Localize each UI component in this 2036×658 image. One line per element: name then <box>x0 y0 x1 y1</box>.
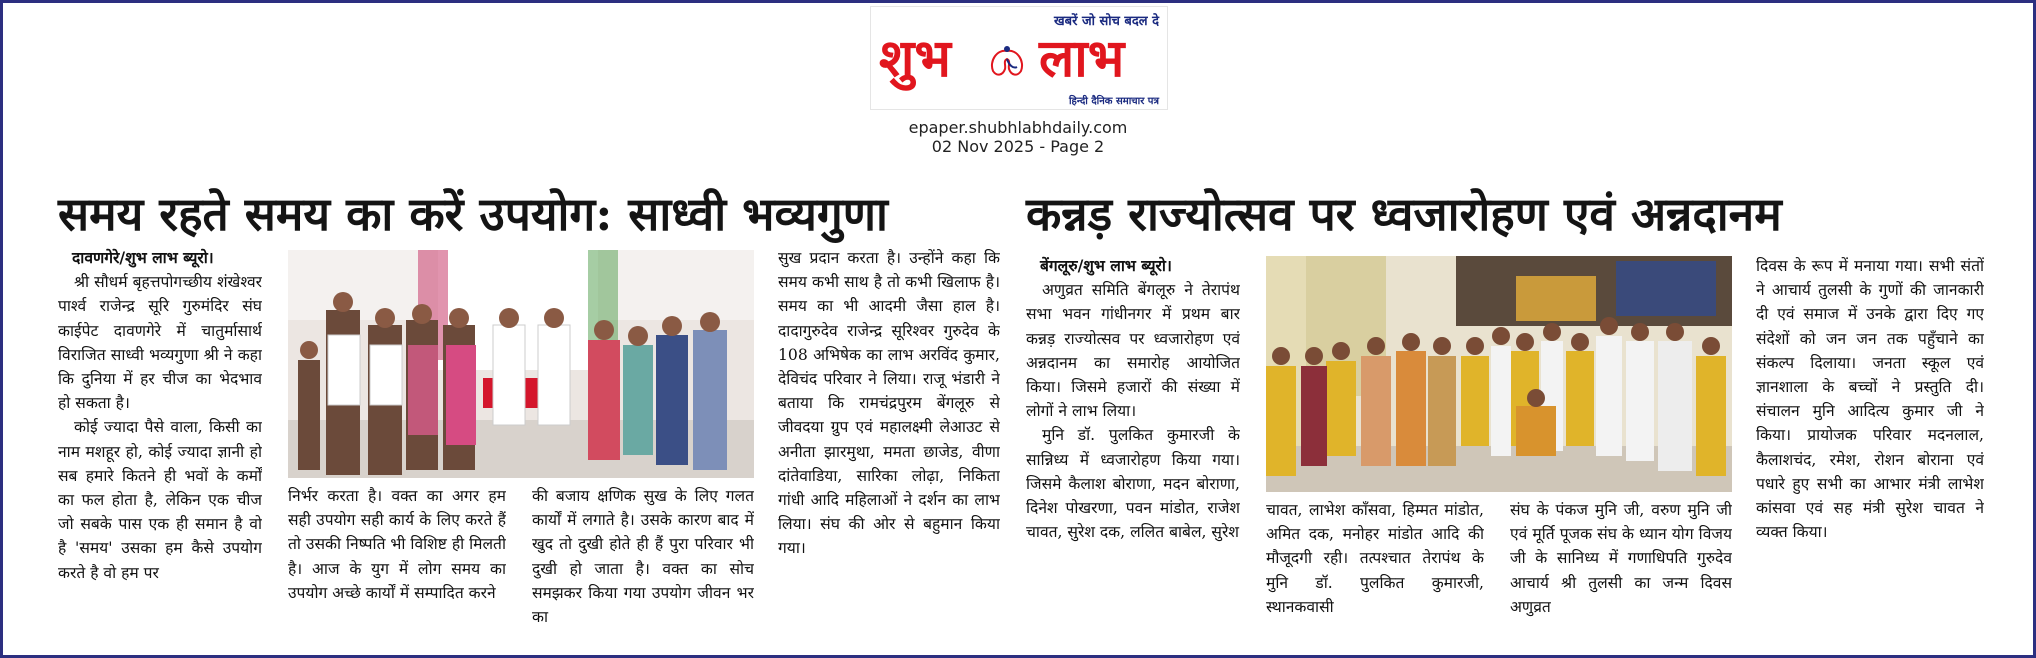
masthead-logo <box>870 6 1168 110</box>
article2-column-4 <box>1756 254 1984 644</box>
article2-column-1 <box>1026 254 1240 644</box>
article1-column-3 <box>532 484 754 644</box>
article1-headline: समय रहते समय का करें उपयोग: साध्वी भव्यगुणा <box>58 187 888 241</box>
article2-headline: कन्नड़ राज्योत्सव पर ध्वजारोहण एवं अन्नदानम <box>1026 187 1782 241</box>
article2-column-3 <box>1510 498 1732 644</box>
logo-word-shubh: शुभ <box>879 29 951 89</box>
article2-photo <box>1266 256 1732 492</box>
article2-paragraph: दिवस के रूप में मनाया गया। सभी संतों ने आचार्य तुलसी के गुणों की जानकारी दी एवं समाज में उनके द्वारा दिए गए संदेशों को जन जन तक पहुँचाने का संकल्प दिलाया। जनता स्कूल एवं ज्ञानशाला के बच्चों ने प्रस्तुति दी। संचालन मुनि आदित्य कुमार जी ने किया। प्रायोजक परिवार मदनलाल, कैलाशचंद, रमेश, रोशन बोराना एवं पधारे हुए सभी का आभार मंत्री लाभेश कांसवा एवं सह मंत्री सुरेश चावत ने व्यक्त किया। <box>1756 257 1984 542</box>
article2-column-2 <box>1266 498 1484 644</box>
article2-paragraph: मुनि डॉ. पुलकित कुमारजी के सान्निध्य में ध्वजारोहण किया गया। जिसमे कैलाश बोराणा, मदन बोराणा, दिनेश पोखरणा, पवन मांडोत, राजेश चावत, सुरेश दक, ललित बाबेल, सुरेश <box>1026 426 1240 542</box>
article2-paragraph: संघ के पंकज मुनि जी, वरुण मुनि जी एवं मूर्ति पूजक संघ के ध्यान योग विजय जी के सानिध्य में गणाधिपति गुरुदेव आचार्य श्री तुलसी का जन्म दिवस अणुव्रत <box>1510 501 1732 616</box>
article1-column-2 <box>288 484 506 644</box>
article2-paragraph: चावत, लाभेश काँसवा, हिम्मत मांडोत, अमित दक, मनोहर मांडोत आदि की मौजूदगी रही। तत्पश्चात तेरापंथ के मुनि डॉ. पुलकित कुमारजी, स्थानकवासी <box>1266 501 1484 616</box>
article1-column-4 <box>778 246 1000 644</box>
article1-paragraph: निर्भर करता है। वक्त का अगर हम सही उपयोग सही कार्य के लिए करते हैं तो उसकी निष्पति भी विशिष्ट ही मिलती है। आज के युग में लोग समय का उपयोग अच्छे कार्यों में सम्पादित करने <box>288 487 506 602</box>
article1-paragraph: श्री सौधर्म बृहत्तपोगच्छीय शंखेश्वर पार्श्व राजेन्द्र सूरि गुरुमंदिर संघ काईपेट दावणगेरे में चातुर्मासार्थ विराजित साध्वी भव्यगुणा श्री ने कहा कि दुनिया में हर चीज का भेदभाव हो सकता है। <box>58 273 262 413</box>
article1-paragraph: सुख प्रदान करता है। उन्होंने कहा कि समय कभी साथ है तो कभी खिलाफ है। समय का भी आदमी जैसा हाल है। दादागुरुदेव राजेन्द्र सूरिश्वर गुरुदेव के 108 अभिषेक का लाभ अरविंद कुमार, देविचंद परिवार ने लिया। राजू भंडारी ने बताया कि रामचंद्रपुरम बेंगलूरु से जीवदया ग्रुप एवं महालक्ष्मी लेआउट से अनीता झारमुथा, ममता छाजेड, वीणा दांतेवाडिया, सारिका लोढ़ा, निकिता गांधी आदि महिलाओं ने दर्शन का लाभ लिया। संघ की ओर से बहुमान किया गया। <box>778 249 1000 558</box>
masthead-subtitle: हिन्दी दैनिक समाचार पत्र <box>1068 96 1159 107</box>
article1-byline: दावणगेरे/शुभ लाभ ब्यूरो। <box>72 248 214 267</box>
article2-paragraph: अणुव्रत समिति बेंगलूरु ने तेरापंथ सभा भवन गांधीनगर में प्रथम बार कन्नड़ राज्योत्सव पर ध्वजारोहण एवं अन्नदानम का समारोह आयोजित किया। जिसमे हजारों की संख्या में लोगों ने लाभ लिया। <box>1026 281 1240 421</box>
logo-word-labh: लाभ <box>1039 29 1125 89</box>
article1-photo <box>288 250 754 478</box>
source-info <box>870 118 1166 156</box>
source-date-page: 02 Nov 2025 - Page 2 <box>931 137 1105 156</box>
article1-column-1 <box>58 246 262 644</box>
article2-byline: बेंगलूरु/शुभ लाभ ब्यूरो। <box>1040 256 1172 275</box>
masthead-tagline: खबरें जो सोच बदल दे <box>1054 14 1159 29</box>
source-url[interactable]: epaper.shubhlabhdaily.com <box>908 118 1128 137</box>
article1-paragraph: कोई ज्यादा पैसे वाला, किसी का नाम मशहूर हो, कोई ज्यादा ज्ञानी हो सब हमारे कितने ही भवों के कर्मों का फल होता है, लेकिन एक चीज जो सबके पास एक ही समान है वो है 'समय' उसका हम कैसे उपयोग करते है वो हम पर <box>58 418 262 582</box>
article1-paragraph: की बजाय क्षणिक सुख के लिए गलत कार्यों में लगाते है। उसके कारण बाद में खुद तो दुखी होते ही हैं पुरा परिवार भी दुखी हो जाता है। वक्त का सोच समझकर किया गया उपयोग जीवन भर का <box>532 487 754 627</box>
ganesh-icon <box>983 41 1031 81</box>
